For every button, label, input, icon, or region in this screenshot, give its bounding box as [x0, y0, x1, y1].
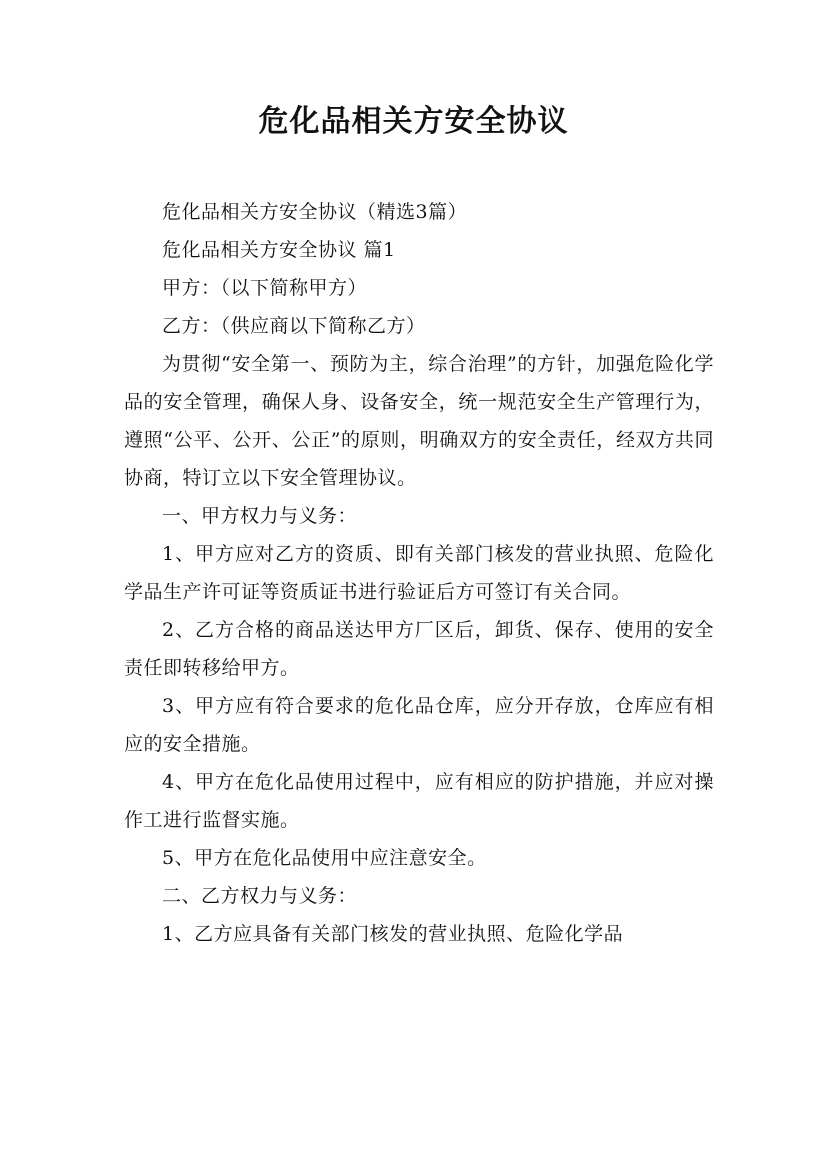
paragraph-party-a-item-2: 2、乙方合格的商品送达甲方厂区后，卸货、保存、使用的安全责任即转移给甲方。: [124, 619, 714, 679]
paragraph-party-a: 甲方：（以下简称甲方）: [162, 277, 368, 299]
paragraph-party-b: 乙方：（供应商以下简称乙方）: [162, 315, 426, 337]
document-title: 危化品相关方安全协议: [258, 104, 569, 139]
paragraph-party-a-item-4: 4、甲方在危化品使用过程中，应有相应的防护措施，并应对操作工进行监督实施。: [124, 771, 714, 831]
document-body: [124, 193, 714, 953]
paragraph-section-heading: 危化品相关方安全协议 篇1: [162, 239, 396, 261]
paragraph-party-a-item-3: 3、甲方应有符合要求的危化品仓库，应分开存放，仓库应有相应的安全措施。: [124, 695, 714, 755]
paragraph-party-a-item-5: 5、甲方在危化品使用中应注意安全。: [162, 847, 487, 869]
paragraph-party-a-rights-heading: 一、甲方权力与义务：: [162, 505, 358, 527]
paragraph-party-b-item-1: 1、乙方应具备有关部门核发的营业执照、危险化学品: [162, 923, 624, 945]
paragraph-party-b-rights-heading: 二、乙方权力与义务：: [162, 885, 358, 907]
paragraph-party-a-item-1: 1、甲方应对乙方的资质、即有关部门核发的营业执照、危险化学品生产许可证等资质证书进行验证后方可签订有关合同。: [124, 543, 714, 603]
paragraph-preamble: 为贯彻“安全第一、预防为主，综合治理”的方针，加强危险化学品的安全管理，确保人身、设备安全，统一规范安全生产管理行为，遵照“公平、公开、公正”的原则，明确双方的安全责任，经双方共同协商，特订立以下安全管理协议。: [124, 353, 714, 489]
paragraph-subtitle: 危化品相关方安全协议（精选3篇）: [162, 201, 468, 223]
